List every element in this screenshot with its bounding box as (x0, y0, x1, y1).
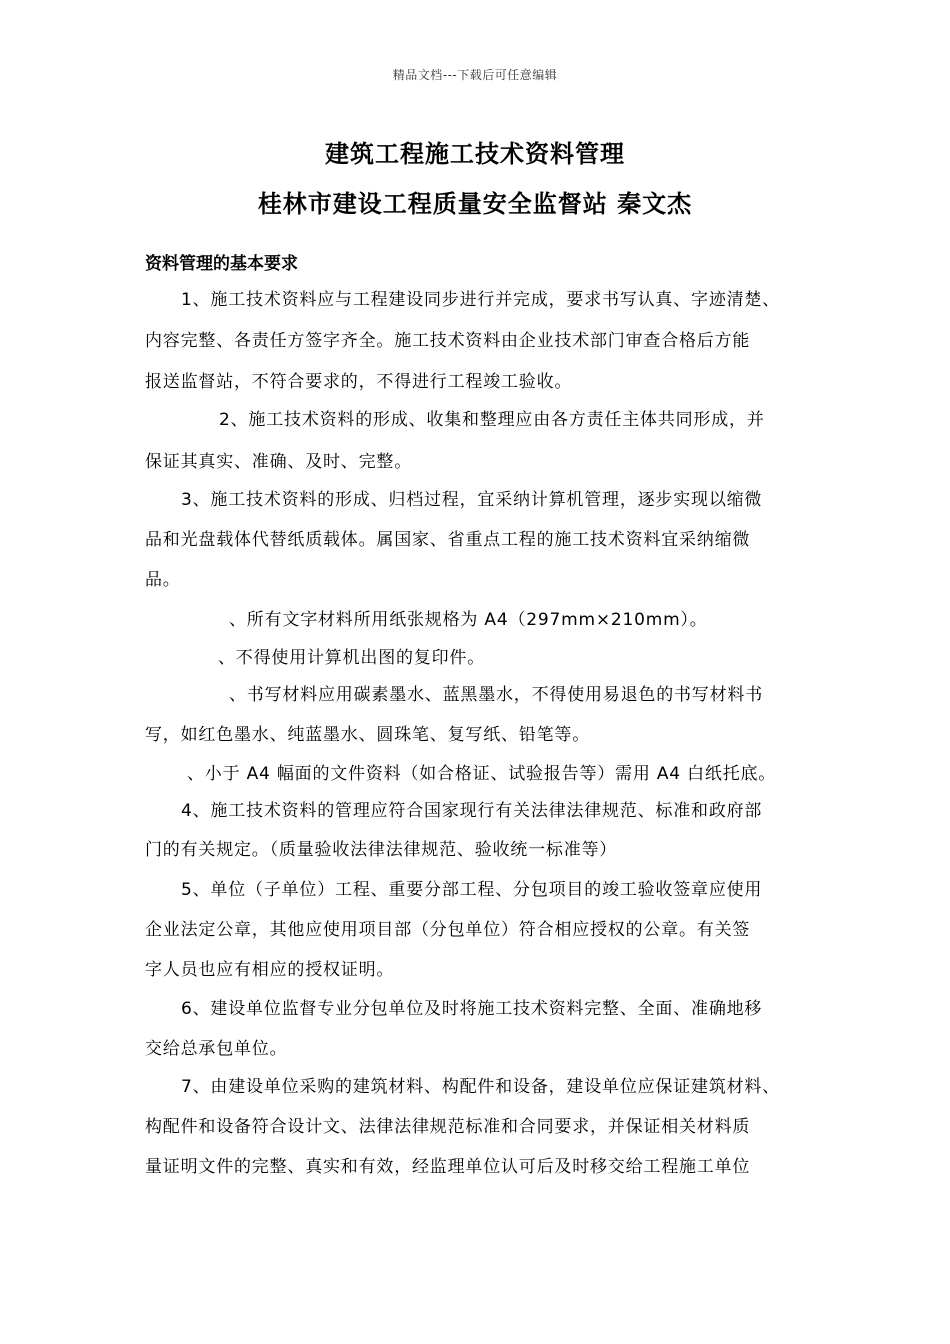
paragraph-line: 、所有文字材料所用纸张规格为 A4（297mm×210mm）。 (229, 610, 708, 630)
paragraph-line: 字人员也应有相应的授权证明。 (145, 960, 395, 980)
paragraph-line: 7、由建设单位采购的建筑材料、构配件和设备，建设单位应保证建筑材料、 (181, 1077, 781, 1097)
paragraph-line: 量证明文件的完整、真实和有效，经监理单位认可后及时移交给工程施工单位 (145, 1157, 751, 1177)
paragraph-line: 门的有关规定。（质量验收法律法律规范、验收统一标准等） (145, 840, 618, 860)
document-subtitle: 桂林市建设工程质量安全监督站 秦文杰 (257, 190, 693, 218)
paragraph-line: 、不得使用计算机出图的复印件。 (218, 648, 485, 668)
paragraph-line: 1、施工技术资料应与工程建设同步进行并完成，要求书写认真、字迹清楚、 (181, 290, 781, 310)
paragraph-line: 3、施工技术资料的形成、归档过程，宜采纳计算机管理，逐步实现以缩微 (181, 490, 763, 510)
paragraph-line: 品。 (145, 570, 181, 590)
paragraph-line: 内容完整、各责任方签字齐全。施工技术资料由企业技术部门审查合格后方能 (145, 331, 751, 351)
paragraph-line: 报送监督站，不符合要求的，不得进行工程竣工验收。 (145, 372, 573, 392)
paragraph-line: 、书写材料应用碳素墨水、蓝黑墨水，不得使用易退色的书写材料书 (229, 685, 763, 705)
paragraph-line: 2、施工技术资料的形成、收集和整理应由各方责任主体共同形成，并 (219, 410, 765, 430)
paragraph-line: 构配件和设备符合设计文、法律法律规范标准和合同要求，并保证相关材料质 (145, 1117, 751, 1137)
paragraph-line: 写，如红色墨水、纯蓝墨水、圆珠笔、复写纸、铅笔等。 (145, 725, 590, 745)
section-heading: 资料管理的基本要求 (145, 254, 298, 274)
paragraph-line: 、小于 A4 幅面的文件资料（如合格证、试验报告等）需用 A4 白纸托底。 (187, 764, 777, 784)
paragraph-line: 保证其真实、准确、及时、完整。 (145, 452, 412, 472)
document-title: 建筑工程施工技术资料管理 (325, 140, 625, 168)
paragraph-line: 企业法定公章，其他应使用项目部（分包单位）符合相应授权的公章。有关签 (145, 920, 751, 940)
paragraph-line: 5、单位（子单位）工程、重要分部工程、分包项目的竣工验收签章应使用 (181, 880, 763, 900)
paragraph-line: 6、建设单位监督专业分包单位及时将施工技术资料完整、全面、准确地移 (181, 999, 763, 1019)
paragraph-line: 4、施工技术资料的管理应符合国家现行有关法律法律规范、标准和政府部 (181, 801, 763, 821)
paragraph-line: 交给总承包单位。 (145, 1039, 288, 1059)
page-header-note: 精品文档---下载后可任意编辑 (392, 68, 558, 82)
paragraph-line: 品和光盘载体代替纸质载体。属国家、省重点工程的施工技术资料宜采纳缩微 (145, 530, 751, 550)
